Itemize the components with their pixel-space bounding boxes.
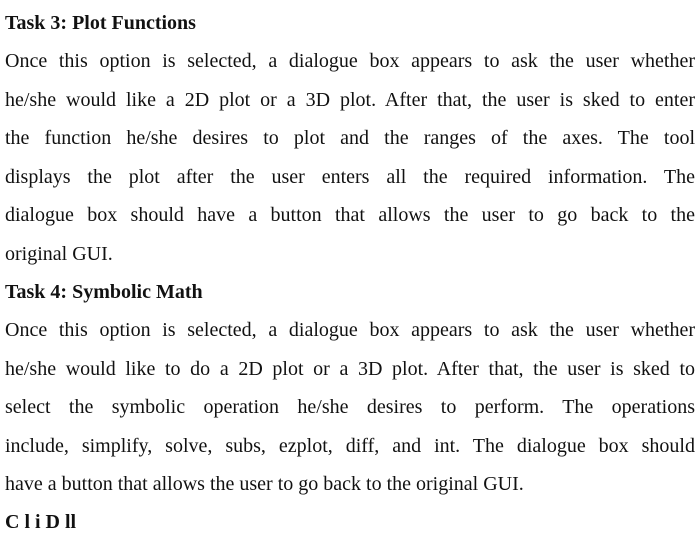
task3-line: he/she would like a 2D plot or a 3D plot. After that, the user is sked to enter <box>5 88 695 111</box>
task4-line: include, simplify, solve, subs, ezplot, diff, and int. The dialogue box should <box>5 434 695 457</box>
task4-line: select the symbolic operation he/she desires to perform. The operations <box>5 396 695 418</box>
task3-line: dialogue box should have a button that allows the user to go back to the <box>5 204 695 226</box>
task4-paragraph <box>5 311 695 504</box>
task4-line: he/she would like to do a 2D plot or a 3D plot. After that, the user is sked to <box>5 357 695 380</box>
task4-line: have a button that allows the user to go back to the original GUI. <box>5 473 524 495</box>
task3-line: the function he/she desires to plot and the ranges of the axes. The tool <box>5 127 695 149</box>
task4-heading: Task 4: Symbolic Math <box>5 281 203 303</box>
task3-paragraph <box>5 42 695 273</box>
task4-line: Once this option is selected, a dialogue box appears to ask the user whether <box>5 319 695 341</box>
next-heading-cutoff: C l i D ll <box>5 511 77 533</box>
task3-line: displays the plot after the user enters all the required information. The <box>5 165 695 188</box>
task3-line: Once this option is selected, a dialogue box appears to ask the user whether <box>5 50 695 72</box>
task3-heading: Task 3: Plot Functions <box>5 12 196 34</box>
document-page <box>5 0 695 504</box>
task3-line: original GUI. <box>5 242 113 265</box>
